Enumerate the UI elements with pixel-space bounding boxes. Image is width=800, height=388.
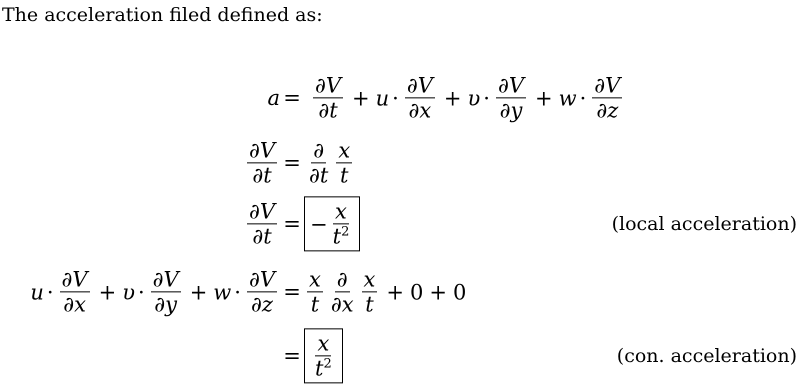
eq2-rhs: $\frac{\partial}{\partial t}$ $\frac{x}{t}$ (309, 138, 351, 188)
eq1-rhs: $\frac{\partial V}{\partial t}$ + u · $\frac{\partial V}{\partial x}$ + υ · $\frac{\partial V}{\partial y}$ + w · $\frac{\partial V}{\partial z}$ (315, 73, 621, 123)
eq5-rhs (304, 328, 343, 383)
eq2-lhs: $\frac{\partial V}{\partial t}$ (248, 138, 275, 188)
intro-text: The acceleration filed defined as: (2, 4, 323, 26)
eq4-equals: = (283, 280, 301, 304)
eq5-equals: = (283, 344, 301, 368)
partial-V-t-fraction: $\frac{\partial V}{\partial t}$ (315, 73, 342, 123)
eq1-equals: = (283, 86, 301, 110)
convective-acceleration-tag: (con. acceleration) (616, 345, 797, 367)
partial-V-z-fraction: $\frac{\partial V}{\partial z}$ (594, 73, 621, 123)
eq4-lhs: u · $\frac{\partial V}{\partial x}$ + υ · $\frac{\partial V}{\partial y}$ + w · $\frac{\partial V}{\partial z}$ (30, 267, 275, 317)
eq2-equals: = (283, 151, 301, 175)
eq4-rhs: $\frac{x}{t}$ $\frac{\partial}{\partial x}$ $\frac{x}{t}$ + 0 + 0 (309, 267, 467, 317)
eq3-equals: = (283, 212, 301, 236)
partial-V-y-fraction: $\frac{\partial V}{\partial y}$ (497, 73, 524, 123)
partial-V-x-fraction: $\frac{\partial V}{\partial x}$ (406, 73, 433, 123)
eq1-lhs: a (267, 86, 280, 110)
local-acceleration-tag: (local acceleration) (611, 213, 797, 235)
eq3-rhs (304, 196, 360, 251)
boxed-result-local: − $\frac{x}{t^2}$ (304, 196, 360, 251)
boxed-result-convective: $\frac{x}{t^2}$ (304, 328, 343, 383)
eq3-lhs: $\frac{\partial V}{\partial t}$ (248, 199, 275, 249)
